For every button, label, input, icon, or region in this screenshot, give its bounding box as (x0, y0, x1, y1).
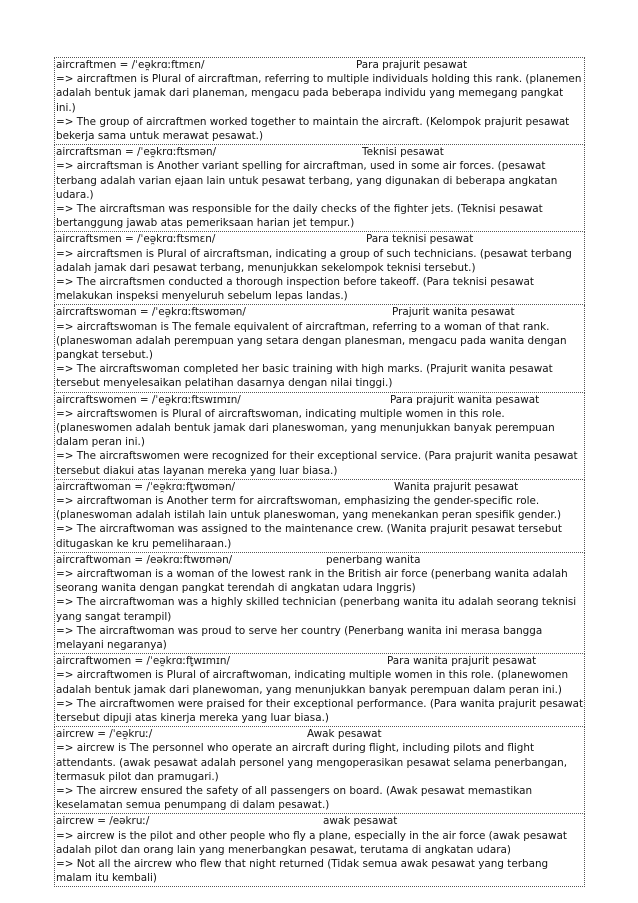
entry-term: aircrew = /ˈeə̯kruː/ (56, 728, 153, 741)
entry-header (56, 58, 584, 72)
dictionary-entry (54, 232, 585, 305)
entry-header (56, 480, 584, 494)
entry-example-line: => The aircraftswoman completed her basic training with high marks. (Prajurit wanita pesawat tersebut menyelesaikan pelatihan dasarnya dengan nilai tinggi.) (56, 363, 553, 390)
entry-translation: Prajurit wanita pesawat (392, 306, 515, 319)
entry-translation: Para wanita prajurit pesawat (387, 655, 537, 668)
entry-term: aircraftwoman = /eəkrɑːftwʊmən/ (56, 553, 233, 566)
entry-header (56, 305, 584, 319)
entry-header (56, 393, 584, 407)
entry-header (56, 727, 584, 741)
dictionary-entry (54, 393, 585, 480)
entry-example-line: => The aircraftwoman was a highly skilled technician (penerbang wanita itu adalah seorang teknisi yang sangat terampil) (56, 596, 577, 623)
entry-example-line: => The aircraftswomen were recognized for their exceptional service. (Para prajurit wanita pesawat tersebut diakui atas layanan mereka yang luar biasa.) (56, 450, 578, 477)
dictionary-entry (54, 553, 585, 654)
entry-example-line: => aircraftwomen is Plural of aircraftwoman, indicating multiple women in this role. (planewomen adalah bentuk jamak dari planewoman, yang menunjukkan banyak perempuan dalam peran ini.) (56, 669, 569, 696)
entry-term: aircraftwomen = /ˈeə̯krɑːft̬wɪmɪn/ (56, 655, 230, 668)
entry-term: aircraftswomen = /ˈeə̯krɑːftswɪmɪn/ (56, 393, 241, 406)
entry-example-line: => aircraftsman is Another variant spelling for aircraftman, used in some air forces. (pesawat terbang adalah varian ejaan lain untuk pesawat terbang, yang digunakan di beberapa angkatan udara.) (56, 160, 558, 201)
entry-example-line: => The aircraftwomen were praised for their exceptional performance. (Para wanita prajurit pesawat tersebut dipuji atas kinerja mereka yang luar biasa.) (56, 697, 584, 725)
entry-header (56, 145, 584, 159)
dictionary-entry (54, 145, 585, 232)
entry-term: aircraftswoman = /ˈeə̯krɑːftswʊmən/ (56, 306, 246, 319)
entry-example-line: => aircraftwoman is Another term for aircraftswoman, emphasizing the gender-specific role. (planeswoman adalah istilah lain untuk planeswoman, yang menekankan peran spesifik gender.) (56, 495, 562, 522)
entry-translation: penerbang wanita (326, 553, 421, 566)
entry-header (56, 553, 584, 567)
entry-example-line: => The aircrew ensured the safety of all passengers on board. (Awak pesawat memastikan keselamatan semua penumpang di dalam pesawat.) (56, 785, 533, 812)
entry-example-line: => The aircraftwoman was assigned to the maintenance crew. (Wanita prajurit pesawat tersebut ditugaskan ke kru pemeliharaan.) (56, 523, 562, 550)
entry-example-line: => The aircraftsman was responsible for the daily checks of the fighter jets. (Teknisi pesawat bertanggung jawab atas pemeriksaan harian jet tempur.) (56, 203, 543, 230)
dictionary-entry (54, 654, 585, 727)
entry-example-line: => The group of aircraftmen worked together to maintain the aircraft. (Kelompok prajurit pesawat bekerja sama untuk merawat pesawat.) (56, 115, 570, 142)
entry-header (56, 814, 584, 828)
entry-term: aircraftmen = /ˈeə̯krɑːftmɛn/ (56, 59, 205, 71)
entry-header (56, 654, 584, 668)
entry-term: aircraftsmen = /ˈeə̯krɑːftsmɛn/ (56, 233, 216, 246)
entry-example-line: => aircraftswomen is Plural of aircraftswoman, indicating multiple women in this role. (planeswomen adalah bentuk jamak dari planeswoman, yang menunjukkan banyak perempuan dalam peran ini.) (56, 407, 555, 449)
entry-translation: Awak pesawat (307, 728, 382, 741)
entry-translation: Para teknisi pesawat (366, 233, 474, 246)
entry-translation: Wanita prajurit pesawat (394, 480, 519, 493)
entry-example-line: => aircraftswoman is The female equivalent of aircraftman, referring to a woman of that rank. (planeswoman adalah perempuan yang setara dengan planesman, mengacu pada wanita dengan pangkat tersebut.) (56, 320, 567, 361)
entry-example-line: => The aircraftsmen conducted a thorough inspection before takeoff. (Para teknisi pesawat melakukan inspeksi menyeluruh sebelum lepas landas.) (56, 276, 534, 303)
entry-translation: Para prajurit pesawat (356, 59, 468, 71)
dictionary-entry (54, 814, 585, 887)
entry-example-line: => aircraftwoman is a woman of the lowest rank in the British air force (penerbang wanita adalah seorang wanita dengan pangkat terendah di angkatan udara Inggris) (56, 568, 568, 595)
dictionary-entry (54, 727, 585, 814)
entry-header (56, 232, 584, 246)
entry-term: aircrew = /eəkruː/ (56, 815, 150, 828)
entry-example-line: => aircraftsmen is Plural of aircraftsman, indicating a group of such technicians. (pesawat terbang adalah jamak dari pesawat terbang, menunjukkan sekelompok teknisi tersebut.) (56, 247, 572, 274)
dictionary-entry (54, 480, 585, 553)
entry-example-line: => Not all the aircrew who flew that night returned (Tidak semua awak pesawat yang terbang malam itu kembali) (56, 858, 549, 885)
entry-example-line: => aircrew is The personnel who operate an aircraft during flight, including pilots and flight attendants. (awak pesawat adalah personel yang mengoperasikan pesawat selama penerbangan, termasuk pilot dan pramugari.) (56, 742, 567, 783)
dictionary-document (54, 57, 585, 887)
entry-term: aircraftwoman = /ˈeə̯krɑːft̬wʊmən/ (56, 480, 236, 493)
entry-translation: Teknisi pesawat (362, 146, 444, 159)
entry-example-line: => aircraftmen is Plural of aircraftman, referring to multiple individuals holding this rank. (planemen adalah bentuk jamak dari planeman, mengacu pada beberapa individu yang memegang pangkat ini.) (56, 73, 582, 114)
entry-term: aircraftsman = /ˈeə̯krɑːftsmən/ (56, 146, 217, 159)
entry-translation: awak pesawat (323, 815, 398, 828)
entry-translation: Para prajurit wanita pesawat (390, 393, 540, 406)
entry-example-line: => aircrew is the pilot and other people who fly a plane, especially in the air force (awak pesawat adalah pilot dan orang lain yang menerbangkan pesawat, terutama di angkatan udara) (56, 829, 567, 856)
dictionary-entry (54, 305, 585, 392)
entry-example-line: => The aircraftwoman was proud to serve her country (Penerbang wanita ini merasa bangga melayani negaranya) (56, 624, 543, 652)
dictionary-entry (54, 57, 585, 145)
